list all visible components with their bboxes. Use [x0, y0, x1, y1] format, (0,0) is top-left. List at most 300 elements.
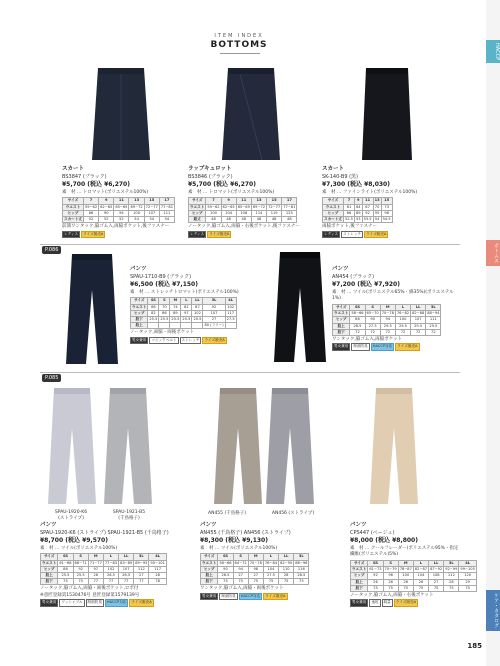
size-cell: 53	[355, 217, 361, 222]
size-cell: 7	[83, 198, 98, 204]
size-cell: 29.5	[426, 323, 441, 329]
size-cell: 94	[114, 210, 129, 216]
size-cell: 66~71	[74, 560, 87, 565]
size-cell: 13	[251, 198, 266, 204]
size-table	[200, 553, 309, 585]
size-cell: 104	[221, 210, 236, 216]
product-price: ¥7,200 (税込 ¥7,920)	[332, 281, 400, 289]
size-cell: 27	[248, 573, 263, 579]
size-cell: 15	[267, 198, 282, 204]
size-cell: 87	[192, 304, 203, 310]
size-cell: 77	[134, 579, 149, 585]
size-cell: L	[263, 554, 278, 560]
size-cell: 75	[248, 579, 263, 585]
size-cell: 61~68	[59, 560, 72, 565]
size-cell: 82~88	[412, 311, 425, 316]
size-row	[131, 323, 237, 329]
size-cell: サイズ	[131, 298, 148, 304]
size-cell: 100	[395, 317, 410, 323]
size-cell: 107	[119, 566, 134, 572]
size-cell: 89	[355, 210, 361, 215]
size-cell: 72	[380, 329, 395, 335]
garment-label-code: SPAU-1920-K6	[54, 510, 88, 515]
size-cell: ヒップ	[323, 210, 344, 216]
size-cell: 75	[73, 579, 88, 585]
product-code: AN455 (千鳥格子) AN456 (ストライプ)	[200, 529, 291, 536]
feature-badge: ライズ販売A	[207, 231, 231, 238]
size-cell: 58~66	[351, 311, 364, 316]
product-material: 素 材 … トロマット(ポリエステル100%)	[188, 189, 275, 195]
feature-badge: レディス	[322, 231, 340, 238]
size-cell: 4L	[149, 554, 166, 560]
size-cell: 70~79	[384, 567, 397, 572]
size-cell: M	[170, 298, 181, 304]
size-cell: 82~87	[414, 567, 428, 572]
size-cell: 75	[263, 579, 278, 585]
feature-badge: ライズ販売A	[202, 337, 226, 344]
size-cell: 52	[114, 217, 129, 223]
size-cell: 26.5	[119, 573, 134, 579]
size-cell: 26	[383, 579, 398, 585]
size-cell: 48	[251, 217, 266, 223]
feature-badge: マジックベルト	[149, 337, 178, 344]
size-cell	[159, 323, 170, 329]
size-cell: 54.5	[382, 217, 391, 222]
size-table	[350, 560, 477, 592]
feature-badge: ストレッチ	[341, 231, 363, 238]
size-cell: 48	[282, 217, 297, 223]
feature-badge: 軽量	[382, 599, 393, 606]
size-cell	[181, 323, 192, 329]
size-cell: 78	[149, 579, 166, 585]
size-cell: 27	[429, 579, 444, 585]
size-cell: 75	[444, 585, 459, 591]
product-price: ¥5,700 (税込 ¥6,270)	[62, 181, 130, 189]
size-cell: ヒップ	[333, 317, 350, 323]
feature-badge: 男女兼用	[350, 599, 368, 606]
size-cell: 62~65	[222, 204, 235, 209]
size-cell: 70	[159, 304, 170, 310]
size-cell: 75	[368, 585, 383, 591]
size-cell: 86	[83, 210, 98, 216]
size-cell: 61~73	[369, 567, 382, 572]
size-cell: LL	[192, 298, 203, 304]
garment-label-sub: (千鳥格子)	[118, 516, 140, 521]
size-cell: 74	[170, 304, 181, 310]
size-cell: 54	[129, 217, 144, 223]
size-cell: 114	[251, 210, 266, 216]
product-pants-cps447	[350, 522, 475, 607]
size-cell: 70~78	[249, 560, 262, 565]
culotte-bs3846-image	[218, 64, 284, 164]
product-price: ¥8,300 (税込 ¥9,130)	[200, 537, 268, 545]
size-cell: ヒップ	[351, 573, 368, 579]
feature-badge: 速乾	[369, 599, 380, 606]
size-cell: 28.5	[350, 323, 365, 329]
size-cell: 股下	[333, 329, 350, 335]
size-cell: 48	[221, 217, 236, 223]
size-cell: 73	[381, 204, 392, 210]
feature-badge: ストレッチ	[180, 337, 202, 344]
size-cell: SS	[58, 554, 73, 560]
product-material: 素 材 … トロマット(ポリエステル100%)	[62, 189, 149, 195]
product-features: ノータック,両脇・両後ポケット	[130, 330, 195, 336]
size-cell: 26	[368, 579, 383, 585]
size-cell: 104	[263, 566, 278, 572]
size-cell: 116	[294, 566, 309, 572]
product-badges	[332, 343, 460, 351]
size-cell: 92	[368, 573, 383, 579]
product-features: 両脇ポケット,後ファスナー	[322, 224, 378, 230]
feature-badge: 男女兼用	[130, 337, 148, 344]
size-cell: 99~105	[460, 567, 475, 572]
product-code: SK-140-B9 (黒)	[322, 173, 359, 180]
size-cell: 27	[134, 573, 149, 579]
product-pants-an455	[200, 522, 340, 600]
size-cell: 総丈	[189, 217, 206, 223]
feature-badge: ライズ販売A	[394, 599, 418, 606]
product-price: ¥8,700 (税込 ¥9,570)	[40, 537, 108, 545]
size-cell: 87~92	[430, 567, 443, 572]
size-cell: 75	[294, 579, 309, 585]
size-cell: 100	[206, 210, 221, 216]
size-cell: M	[380, 304, 395, 310]
size-cell: 86	[159, 310, 170, 316]
size-cell: 29.5	[395, 323, 410, 329]
feature-badge: HACCP対応	[239, 593, 262, 600]
size-cell: 股下	[131, 317, 148, 323]
size-cell: 25.5	[171, 317, 180, 322]
product-code: SPAU-1920-K6 (ストライプ) SPAU-1921-B5 (千鳥格子)	[40, 529, 169, 536]
size-cell: 3L	[444, 560, 459, 566]
product-code: BS3847 (ブラック)	[62, 173, 107, 180]
product-pants-spau1710	[130, 266, 270, 344]
size-cell: サイズ	[351, 560, 368, 566]
product-code: SPAU-1710-B9 (ブラック)	[130, 273, 192, 280]
size-cell: ヒップ	[201, 566, 218, 572]
size-cell: 104	[413, 573, 428, 579]
size-cell: S	[73, 554, 88, 560]
feature-badge: ワッシャブル	[59, 599, 84, 606]
size-cell: ウエスト	[323, 204, 344, 210]
pants-spau1710-image	[60, 250, 124, 368]
feature-badge: ライズ販売A	[81, 231, 105, 238]
size-table	[188, 197, 297, 223]
size-cell: 86	[343, 210, 354, 216]
header-rule	[220, 53, 260, 54]
page-ref-badge: P.085	[42, 374, 61, 382]
feature-badge: HACCP対応	[371, 343, 394, 350]
size-cell: 13	[374, 198, 380, 203]
size-cell: 股上	[351, 579, 368, 585]
size-cell: 75	[383, 585, 398, 591]
size-cell: サイズ	[201, 554, 218, 560]
size-cell: 15	[144, 198, 159, 204]
size-cell: 108	[236, 210, 251, 216]
size-cell: 26	[88, 573, 103, 579]
page-title: BOTTOMS	[210, 40, 268, 50]
size-cell: 92~99	[445, 567, 458, 572]
size-cell: 88~96	[295, 560, 308, 565]
size-cell: 94	[233, 566, 248, 572]
size-cell: S	[383, 560, 398, 566]
size-cell: 13	[129, 198, 144, 204]
size-cell: 64~72	[234, 560, 247, 565]
size-table	[130, 297, 237, 329]
size-row	[333, 329, 441, 335]
product-material: 素 材 … クールフレーダー(ポリエステル95%・指定繊維(ポリエステル)5%)	[350, 545, 459, 558]
size-cell: 48	[206, 217, 221, 223]
size-cell: 88~94	[427, 311, 440, 316]
size-cell: 75	[218, 579, 233, 585]
size-cell: 77~81	[283, 204, 296, 209]
size-cell: 75	[58, 579, 73, 585]
size-cell: 11	[236, 198, 251, 204]
size-cell: 67	[362, 204, 373, 210]
product-name: パンツ	[130, 266, 147, 272]
size-cell: 25.5	[149, 317, 158, 322]
size-cell: 94	[380, 317, 395, 323]
product-code: BS3846 (ブラック)	[188, 173, 233, 180]
size-cell: L	[413, 560, 428, 566]
size-cell: 102	[103, 566, 118, 572]
size-cell: 26	[398, 579, 413, 585]
garment-label-code: SPAU-1921-B5	[112, 510, 146, 515]
size-cell: 3L	[294, 554, 309, 560]
size-cell: 3L	[134, 554, 149, 560]
size-cell: 119	[267, 210, 282, 216]
size-row	[63, 204, 175, 210]
header-subtitle: ITEM INDEX	[214, 33, 264, 39]
size-cell: 48	[267, 217, 282, 223]
size-cell: 股上	[333, 323, 350, 329]
size-cell: 29	[459, 579, 476, 585]
product-name: ラップキュロット	[188, 166, 232, 172]
size-cell: サイズ	[323, 198, 344, 204]
size-cell: ウエスト	[63, 204, 84, 210]
size-cell: 66	[148, 304, 159, 310]
size-cell: L	[181, 298, 192, 304]
feature-badge: ライズ販売A	[364, 231, 388, 238]
size-cell: 112	[134, 566, 149, 572]
section-divider	[40, 244, 460, 245]
size-cell: 107	[144, 210, 159, 216]
size-cell: 股下	[351, 585, 368, 591]
feature-badge: 制菌防臭	[86, 599, 104, 606]
skirt-bs3847-image	[88, 64, 154, 164]
feature-badge: 制菌防臭	[351, 343, 369, 350]
side-tab-bar	[486, 0, 500, 666]
size-cell: サイズ	[333, 304, 350, 310]
size-cell: 11	[114, 198, 129, 204]
size-row	[41, 579, 167, 585]
size-cell: 7	[206, 198, 221, 204]
size-cell: 15	[381, 198, 392, 204]
size-cell: 股上	[41, 573, 58, 579]
size-table	[322, 197, 393, 223]
size-cell	[148, 323, 159, 329]
product-badges	[188, 231, 318, 239]
pants-an456-image	[262, 384, 318, 508]
product-features: ノータック,脇ゴム入,両脇・両後ポケット,ロポ付	[40, 586, 139, 592]
size-cell: 100	[129, 210, 144, 216]
size-cell: 26.5	[103, 573, 118, 579]
size-cell: 25.5	[182, 317, 191, 322]
size-cell: 76~84	[264, 560, 278, 565]
size-cell: S	[159, 298, 170, 304]
size-cell: 102	[192, 310, 203, 316]
size-cell: 股下	[41, 579, 58, 585]
size-cell: LL	[411, 304, 426, 310]
size-cell: 25.5	[73, 573, 88, 579]
size-cell: 9	[99, 198, 114, 204]
size-cell: 117	[149, 566, 166, 572]
size-cell: 29.5	[380, 323, 395, 329]
product-name: パンツ	[332, 266, 349, 272]
product-features: ノータック,脇ゴム入,両脇・右後ポケット,後ファスナー	[188, 224, 300, 230]
size-cell: ウエスト	[190, 204, 205, 209]
size-cell: 29.5	[411, 323, 426, 329]
size-cell: 54	[144, 217, 159, 223]
size-cell: 17	[282, 198, 297, 204]
size-cell: サイズ	[41, 554, 58, 560]
size-cell: 95	[374, 210, 380, 215]
size-cell: 27.5	[263, 573, 278, 579]
size-cell: 72	[426, 329, 441, 335]
size-cell: 78~87	[399, 567, 412, 572]
size-cell: 69~72	[252, 204, 266, 209]
size-cell: 111	[159, 210, 174, 216]
size-cell: ウエスト	[352, 567, 367, 572]
feature-badge: ライズ販売A	[395, 343, 419, 350]
size-cell: 25.5	[58, 573, 73, 579]
side-tab-bottoms[interactable]: ボトムス	[486, 240, 500, 266]
product-badges	[350, 599, 462, 607]
product-pants-an454	[332, 266, 460, 351]
size-cell: サイズ	[189, 198, 206, 204]
size-cell: 76~82	[396, 311, 410, 316]
size-table	[332, 304, 441, 336]
size-cell: 26	[413, 579, 428, 585]
page-ref-badge: P.086	[42, 246, 61, 254]
product-material: 素 材 … ツイル(ポリエステル100%)	[200, 545, 278, 551]
product-pants-spau1920	[40, 522, 190, 607]
size-cell: 98	[248, 566, 263, 572]
size-row	[323, 217, 393, 223]
product-price: ¥7,300 (税込 ¥8,030)	[322, 181, 390, 189]
product-name: パンツ	[40, 522, 57, 528]
size-row	[201, 579, 309, 585]
garment-label-an456: AN456 (ストライプ)	[271, 511, 315, 516]
size-cell: 3L	[426, 304, 441, 310]
product-name: パンツ	[350, 522, 367, 528]
size-cell: SS	[368, 560, 383, 566]
size-cell: 72~77	[268, 204, 281, 209]
size-cell: 11	[362, 198, 373, 204]
size-cell: 100	[398, 573, 413, 579]
size-cell: ウエスト	[42, 560, 57, 565]
product-badges	[40, 599, 190, 607]
side-tab-care[interactable]: ケア・カタログ	[486, 590, 500, 631]
size-cell: LL	[119, 554, 134, 560]
feature-badge: HACCP対応	[105, 599, 128, 606]
size-cell: 75	[398, 585, 413, 591]
size-cell: 62~65	[100, 204, 113, 209]
size-cell: 110	[279, 566, 294, 572]
product-badges	[322, 231, 457, 239]
size-cell: 96	[383, 573, 398, 579]
size-cell: M	[248, 554, 263, 560]
size-cell: 54	[374, 217, 380, 222]
size-cell: 90	[218, 566, 233, 572]
size-table	[62, 197, 175, 223]
size-cell: 83~89	[120, 560, 133, 565]
size-cell: 9	[221, 198, 236, 204]
size-cell: 17	[159, 198, 174, 204]
size-cell: 81	[181, 304, 192, 310]
garment-label-b5	[94, 510, 164, 521]
size-cell: 27	[203, 317, 225, 323]
product-features: 前開ワンタック,脇ゴム入,両脇ポケット,後ファスナー	[62, 224, 170, 230]
size-cell: ヒップ	[63, 210, 84, 216]
size-cell: 89	[170, 310, 181, 316]
size-cell: 107	[411, 317, 426, 323]
product-code: CPS447 (ベージュ)	[350, 529, 395, 536]
product-features: ワンタック,脇ゴム入,両脇ポケット	[332, 336, 402, 342]
size-cell: 7	[343, 198, 354, 204]
garment-label-sub: (ストライプ)	[58, 516, 84, 521]
product-material: 素 材 … ツイル(ポリエステル65%・綿35%)(ポリエステル1%)	[332, 289, 454, 302]
size-cell: 90	[365, 317, 380, 323]
product-badges	[130, 337, 270, 345]
feature-badge: レディス	[188, 231, 206, 238]
size-cell: 102	[225, 304, 236, 310]
size-cell: 72	[350, 329, 365, 335]
size-cell: 108	[429, 573, 444, 579]
size-cell: 107	[203, 310, 225, 316]
size-cell: 28	[444, 579, 459, 585]
size-cell: 27.5	[226, 317, 235, 322]
size-cell: 89~95	[135, 560, 148, 565]
size-cell: L	[103, 554, 118, 560]
size-cell: 61	[343, 204, 354, 210]
size-cell: 59~62	[84, 204, 98, 209]
pants-an455-image	[210, 384, 266, 508]
size-cell: スカート丈	[324, 217, 342, 222]
size-cell: 75	[279, 579, 294, 585]
size-cell: 28	[149, 573, 166, 579]
pants-cps447-image	[366, 384, 422, 508]
size-cell: 64	[355, 204, 361, 209]
side-tab-haccp[interactable]: HACCP	[486, 40, 500, 63]
size-cell: 77	[88, 579, 103, 585]
feature-badge: レディス	[62, 231, 80, 238]
product-price: ¥5,700 (税込 ¥6,270)	[188, 181, 256, 189]
size-cell: 75	[429, 585, 444, 591]
product-material: 素 材 … ツイル(ポリエステル100%)	[40, 545, 118, 551]
size-cell: 112	[444, 573, 459, 579]
size-cell: 52	[83, 217, 98, 223]
size-cell: 80 (フリー)	[204, 323, 224, 328]
size-cell: サイズ	[63, 198, 84, 204]
feature-badge: 男女兼用	[40, 599, 58, 606]
size-cell: S	[365, 304, 380, 310]
size-cell: L	[395, 304, 410, 310]
size-cell: 26.5	[218, 573, 233, 579]
size-cell: 75	[233, 579, 248, 585]
size-cell: 88	[58, 566, 73, 572]
size-cell: 48	[236, 217, 251, 223]
